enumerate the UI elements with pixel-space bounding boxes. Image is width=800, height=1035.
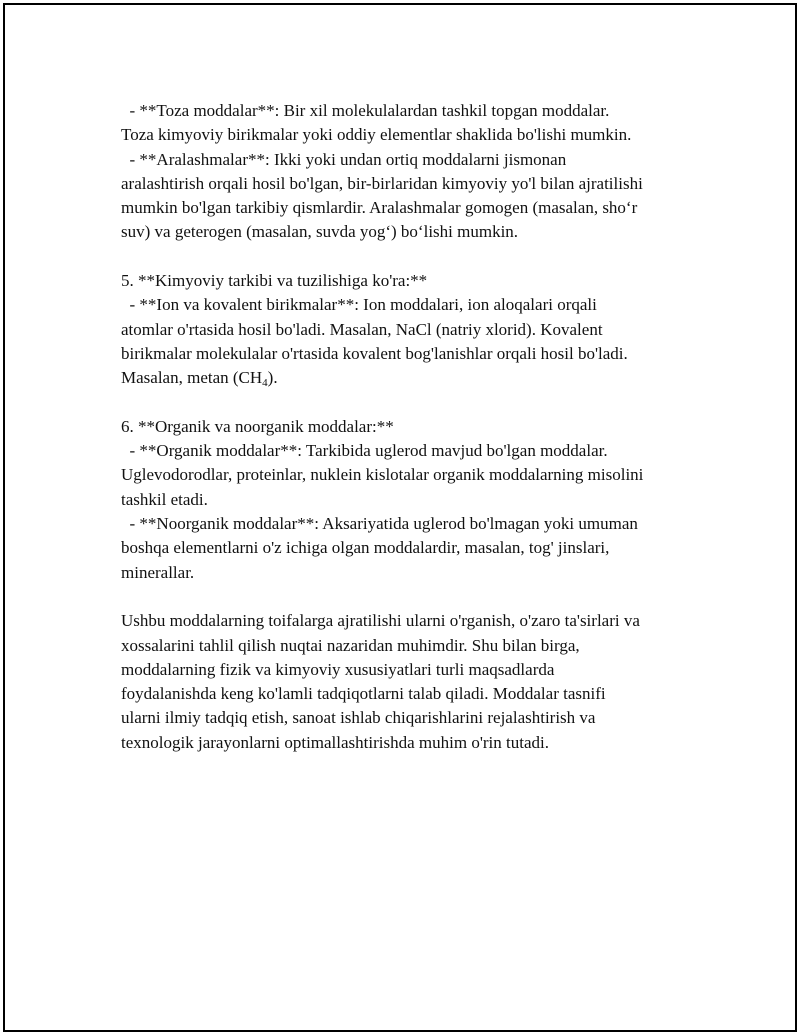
section-6 [121,415,701,585]
text-line: boshqa elementlarni o'z ichiga olgan moddalardir, masalan, tog' jinslari, [121,538,610,558]
section-heading: 6. **Organik va noorganik moddalar:** [121,416,394,436]
text-line: birikmalar molekulalar o'rtasida kovalent bog'lanishlar orqali hosil bo'ladi. [121,343,628,363]
formula-prefix: Masalan, metan (CH [121,368,263,388]
text-line: ularni ilmiy tadqiq etish, sanoat ishlab chiqarishlarini rejalashtirish va [121,708,596,728]
text-line: aralashtirish orqali hosil bo'lgan, bir-birlaridan kimyoviy yo'l bilan ajratilishi [121,173,643,193]
text-line: Uglevodorodlar, proteinlar, nuklein kislotalar organik moddalarning misolini [121,465,644,485]
document-page [3,3,797,1032]
document-body [121,99,701,755]
text-line: Ushbu moddalarning toifalarga ajratilishi ularni o'rganish, o'zaro ta'sirlari va [121,611,640,631]
text-line: minerallar. [121,562,195,582]
formula-suffix: ). [267,368,278,388]
formula-subscript: 4 [262,377,268,390]
section-5 [121,269,701,390]
text-line: texnologik jarayonlarni optimallashtirishda muhim o'rin tutadi. [121,732,549,752]
text-line: atomlar o'rtasida hosil bo'ladi. Masalan, NaCl (natriy xlorid). Kovalent [121,319,603,339]
paragraph-pure-substances [121,99,701,148]
text-line: - **Noorganik moddalar**: Aksariyatida uglerod bo'lmagan yoki umuman [121,514,638,534]
section-heading: 5. **Kimyoviy tarkibi va tuzilishiga ko'ra:** [121,271,428,291]
text-line: xossalarini tahlil qilish nuqtai nazaridan muhimdir. Shu bilan birga, [121,635,580,655]
text-line: tashkil etadi. [121,489,208,509]
blank-line [121,391,701,415]
text-line: mumkin bo'lgan tarkibiy qismlardir. Aralashmalar gomogen (masalan, sho‘r [121,198,638,218]
paragraph-mixtures [121,148,701,245]
text-line: suv) va geterogen (masalan, suvda yog‘) bo‘lishi mumkin. [121,222,519,242]
text-line: - **Aralashmalar**: Ikki yoki undan ortiq moddalarni jismonan [121,149,567,169]
blank-line [121,245,701,269]
text-line-formula [121,366,701,390]
text-line: Toza kimyoviy birikmalar yoki oddiy elementlar shaklida bo'lishi mumkin. [121,125,632,145]
text-line: moddalarning fizik va kimyoviy xususiyatlari turli maqsadlarda [121,659,555,679]
paragraph-conclusion [121,609,701,755]
text-line: - **Toza moddalar**: Bir xil molekulalardan tashkil topgan moddalar. [121,101,610,120]
text-line: - **Organik moddalar**: Tarkibida uglerod mavjud bo'lgan moddalar. [121,441,608,461]
text-line: - **Ion va kovalent birikmalar**: Ion moddalari, ion aloqalari orqali [121,295,597,315]
blank-line [121,585,701,609]
text-line: foydalanishda keng ko'lamli tadqiqotlarni talab qiladi. Moddalar tasnifi [121,684,606,704]
